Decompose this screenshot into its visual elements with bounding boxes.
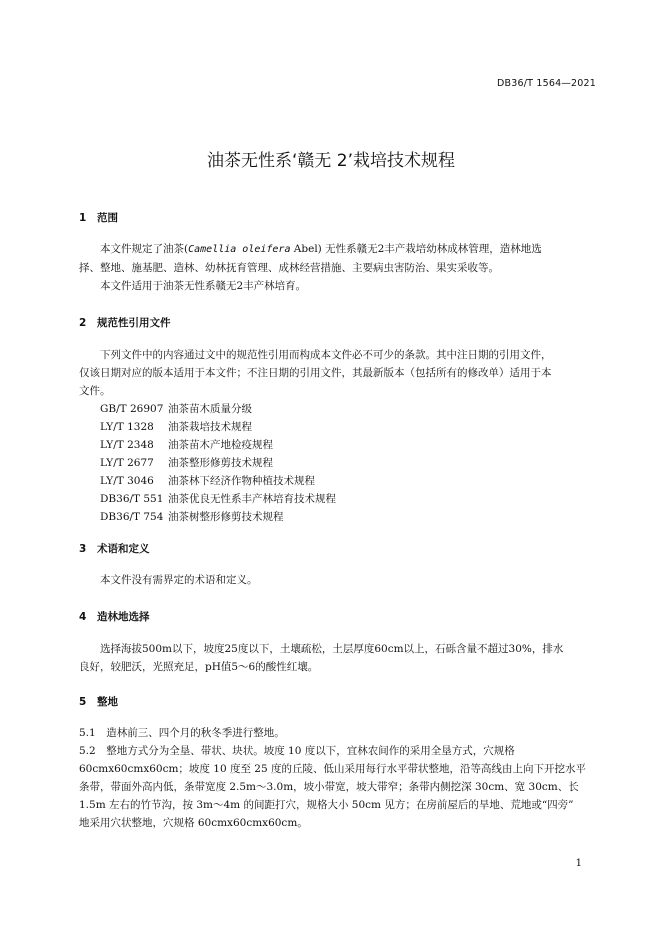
- section-heading-scope: [79, 210, 118, 225]
- text-line: 文件。: [79, 385, 111, 397]
- text-span: 本文件规定了油茶(: [100, 243, 189, 255]
- references-paragraph: [79, 346, 601, 400]
- text-line: 仅该日期对应的版本适用于本文件；不注日期的引用文件，其最新版本（包括所有的修改单）适用于本: [79, 367, 552, 379]
- page-number: 1: [575, 858, 582, 869]
- reference-code: LY/T 3046: [100, 475, 154, 487]
- reference-code: DB36/T 754: [100, 511, 164, 523]
- section-number: 2: [79, 317, 87, 329]
- reference-code: GB/T 26907: [100, 403, 164, 415]
- reference-item: [100, 472, 336, 490]
- section-number: 3: [79, 543, 87, 555]
- section-title: 造林地选择: [97, 611, 150, 623]
- section-title: 术语和定义: [97, 543, 150, 555]
- section-heading-normative-references: [79, 315, 171, 330]
- reference-title: 油茶树整形修剪技术规程: [168, 511, 284, 523]
- section-title: 规范性引用文件: [97, 317, 171, 329]
- reference-item: [100, 490, 336, 508]
- reference-title: 油茶苗木质量分级: [168, 403, 252, 415]
- reference-code: DB36/T 551: [100, 493, 164, 505]
- section-heading-terms-definitions: [79, 541, 150, 556]
- text-line: 良好，较肥沃，光照充足，pH值5～6的酸性红壤。: [79, 661, 319, 673]
- clause-5-2-line: 1.5m 左右的竹节沟，按 3m～4m 的间距打穴，规格大小 50cm 见方；在房前屋后的旱地、荒地或“四旁”: [79, 799, 574, 811]
- clause-5-1: 5.1 造林前三、四个月的秋冬季进行整地。: [79, 727, 285, 739]
- reference-code: LY/T 1328: [100, 421, 154, 433]
- terms-paragraph: [79, 571, 601, 589]
- reference-title: 油茶林下经济作物种植技术规程: [168, 475, 315, 487]
- latin-species-name: Camellia oleifera: [188, 244, 291, 255]
- text-line: 本文件适用于油茶无性系赣无2丰产林培育。: [100, 280, 307, 292]
- reference-item: [100, 508, 336, 526]
- reference-item: [100, 454, 336, 472]
- text-line: 选择海拔500m以下，坡度25度以下，土壤疏松，土层厚度60cm以上，石砾含量不超过30%，排水: [100, 643, 564, 655]
- reference-title: 油茶优良无性系丰产林培育技术规程: [168, 493, 336, 505]
- reference-title: 油茶苗木产地检疫规程: [168, 439, 273, 451]
- clause-5-2-line: 5.2 整地方式分为全垦、带状、块状。坡度 10 度以下，宜林农间作的采用全垦方式，穴规格: [79, 745, 515, 757]
- text-span: Abel) 无性系赣无2丰产栽培幼林成林管理，造林地选: [290, 243, 542, 255]
- reference-item: [100, 400, 336, 418]
- section-heading-site-preparation: [79, 694, 118, 709]
- text-line: 本文件没有需界定的术语和定义。: [100, 574, 258, 586]
- section-title: 整地: [97, 696, 118, 708]
- reference-item: [100, 436, 336, 454]
- section-title: 范围: [97, 212, 118, 224]
- section-number: 5: [79, 696, 87, 708]
- section-heading-site-selection: [79, 609, 150, 624]
- reference-title: 油茶整形修剪技术规程: [168, 457, 273, 469]
- section-number: 4: [79, 611, 87, 623]
- text-line: 择、整地、施基肥、造林、幼林抚育管理、成林经营措施、主要病虫害防治、果实采收等。: [79, 262, 499, 274]
- scope-paragraph: [79, 240, 601, 295]
- document-title: 油茶无性系‘赣无 2’栽培技术规程: [206, 151, 456, 171]
- clause-5-2-line: 60cmx60cmx60cm；坡度 10 度至 25 度的丘陵、低山采用每行水平带状整地，沿等高线由上向下开挖水平: [79, 763, 587, 775]
- clause-5-2-line: 条带，带面外高内低，条带宽度 2.5m～3.0m，坡小带宽，坡大带窄；条带内侧挖深 30cm、宽 30cm、长: [79, 781, 579, 793]
- reference-list: [100, 400, 336, 526]
- site-preparation-clauses: [79, 724, 601, 832]
- clause-5-2-line: 地采用穴状整地，穴规格 60cmx60cmx60cm。: [79, 817, 308, 829]
- text-line: [79, 240, 601, 259]
- standard-code-header: DB36/T 1564—2021: [497, 78, 596, 89]
- reference-item: [100, 418, 336, 436]
- section-number: 1: [79, 212, 87, 224]
- text-line: 下列文件中的内容通过文中的规范性引用而构成本文件必不可少的条款。其中注日期的引用文件，: [100, 349, 552, 361]
- reference-code: LY/T 2677: [100, 457, 154, 469]
- reference-code: LY/T 2348: [100, 439, 154, 451]
- site-selection-paragraph: [79, 640, 601, 676]
- reference-title: 油茶栽培技术规程: [168, 421, 252, 433]
